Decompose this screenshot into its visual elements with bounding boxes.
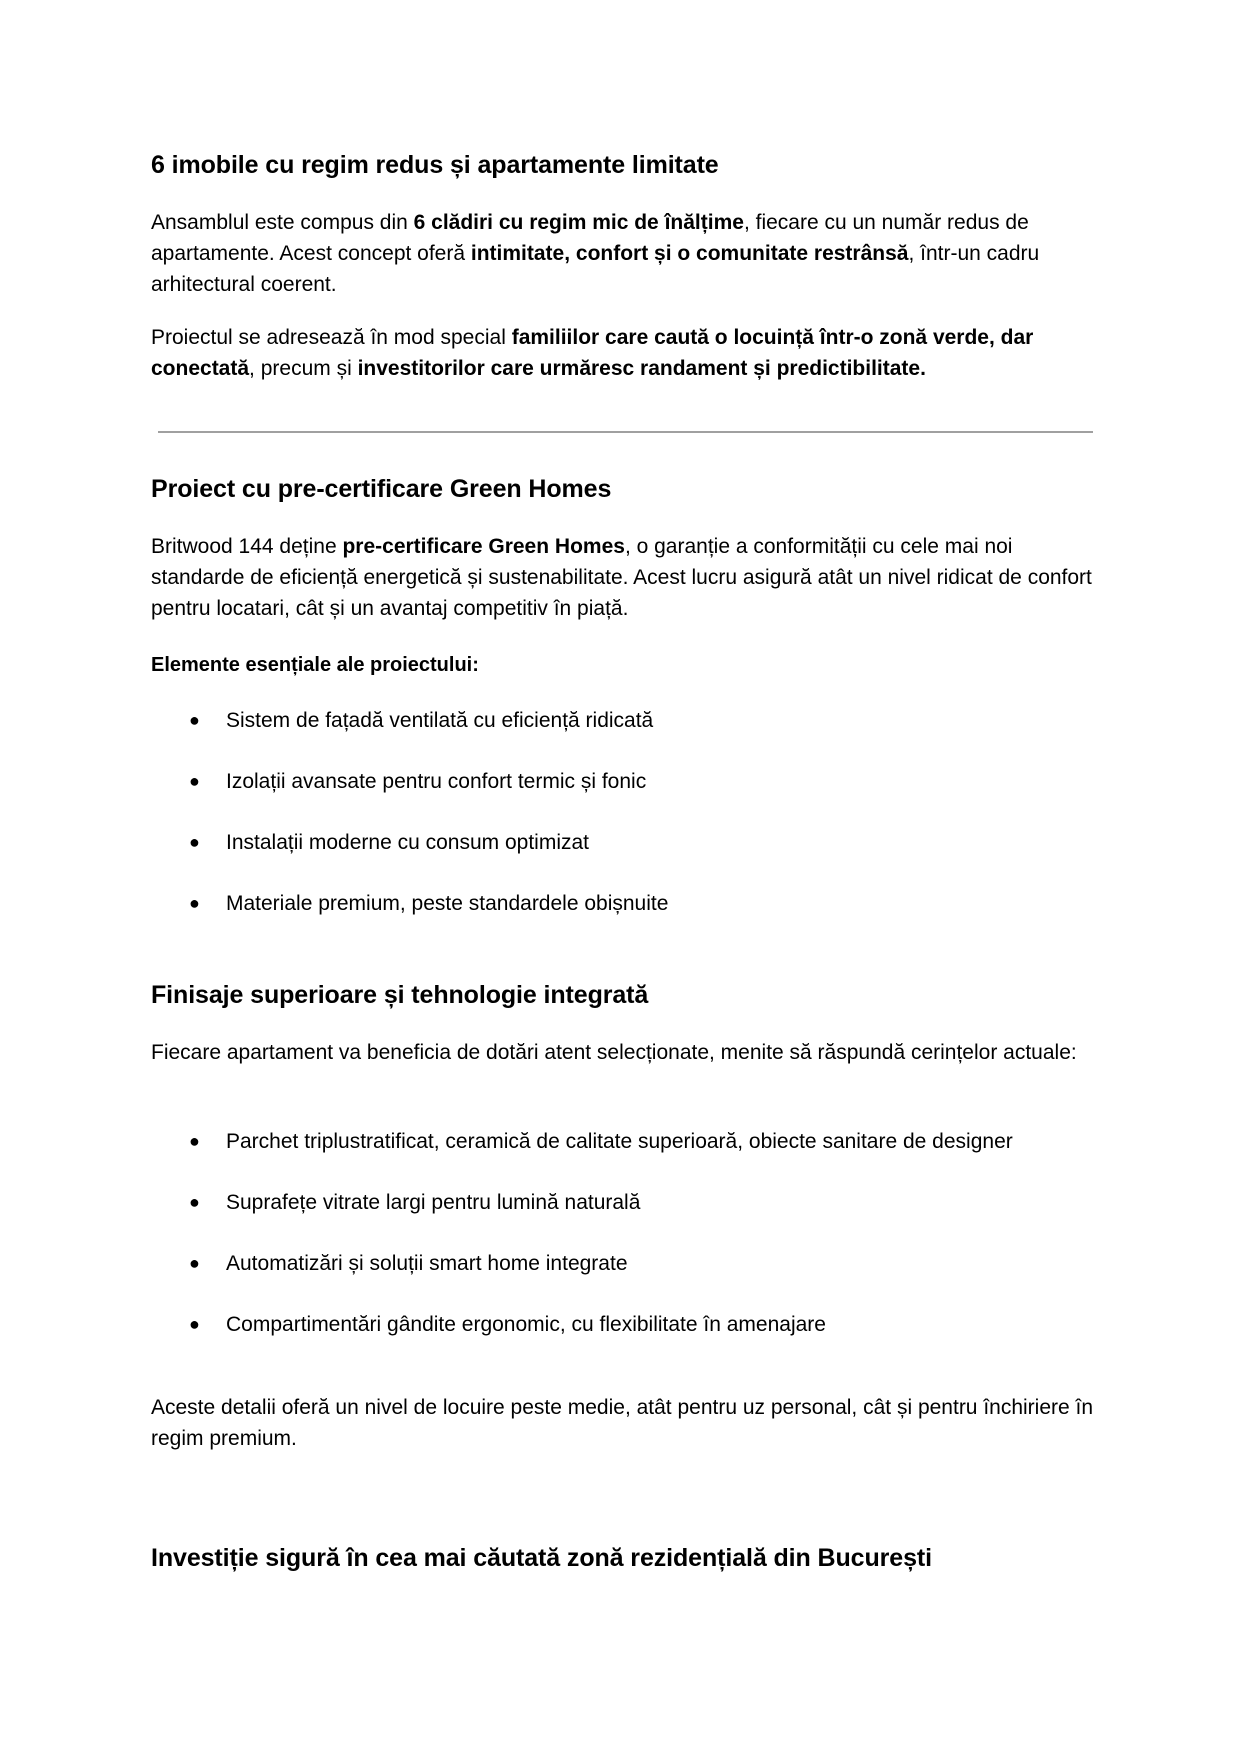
- list-item: ● Parchet triplustratificat, ceramică de calitate superioară, obiecte sanitare de designer: [151, 1126, 1106, 1187]
- list-item: ● Izolații avansate pentru confort termic și fonic: [151, 766, 1106, 827]
- list-item: ● Suprafețe vitrate largi pentru lumină naturală: [151, 1187, 1106, 1248]
- section-small-buildings: [151, 149, 1106, 181]
- bullet-icon: ●: [189, 771, 200, 791]
- ensemble-paragraph: Ansamblul este compus din 6 clădiri cu regim mic de înălțime, fiecare cu un număr redus de apartamente. Acest concept oferă intimitate, confort și o comunitate restrânsă, într-un cadru arhitectural coerent.: [151, 211, 1040, 296]
- bullet-icon: ●: [189, 710, 200, 730]
- bullet-icon: ●: [189, 1131, 200, 1151]
- finishes-outro-paragraph: Aceste detalii oferă un nivel de locuire peste medie, atât pentru uz personal, cât și pentru închiriere în regim premium.: [151, 1396, 1094, 1450]
- section-heading-green-homes: Proiect cu pre-certificare Green Homes: [151, 475, 612, 503]
- finishes-list: [151, 1126, 1106, 1370]
- bullet-icon: ●: [189, 832, 200, 852]
- project-elements-subheading-wrap: [151, 651, 1106, 679]
- bullet-icon: ●: [189, 1314, 200, 1334]
- section-finishes: [151, 979, 1106, 1011]
- project-elements-subheading: Elemente esențiale ale proiectului:: [151, 654, 479, 676]
- section-heading-investment: Investiție sigură în cea mai căutată zonă rezidențială din București: [151, 1544, 932, 1572]
- paragraph-audience: [151, 322, 1106, 384]
- list-item: ● Materiale premium, peste standardele obișnuite: [151, 888, 1106, 949]
- bullet-icon: ●: [189, 893, 200, 913]
- paragraph-ensemble: [151, 207, 1106, 300]
- bullet-icon: ●: [189, 1253, 200, 1273]
- section-green-homes: [151, 473, 1106, 505]
- section-investment: [151, 1542, 1106, 1574]
- paragraph-finishes-intro: [151, 1037, 1106, 1068]
- list-item: ● Sistem de fațadă ventilată cu eficiență ridicată: [151, 705, 1106, 766]
- horizontal-divider: [158, 431, 1093, 433]
- section-heading-buildings: 6 imobile cu regim redus și apartamente limitate: [151, 151, 719, 179]
- project-elements-list: [151, 705, 1106, 949]
- list-item: ● Automatizări și soluții smart home integrate: [151, 1248, 1106, 1309]
- bullet-icon: ●: [189, 1192, 200, 1212]
- paragraph-finishes-outro: [151, 1392, 1106, 1454]
- section-heading-finishes: Finisaje superioare și tehnologie integrată: [151, 981, 649, 1009]
- green-homes-paragraph: Britwood 144 deține pre-certificare Green Homes, o garanție a conformității cu cele mai noi standarde de eficiență energetică și sustenabilitate. Acest lucru asigură atât un nivel ridicat de confort pentru locatari, cât și un avantaj competitiv în piață.: [151, 535, 1092, 620]
- paragraph-green-homes: [151, 531, 1106, 624]
- finishes-intro-paragraph: Fiecare apartament va beneficia de dotări atent selecționate, menite să răspundă cerințelor actuale:: [151, 1041, 1077, 1064]
- list-item: ● Instalații moderne cu consum optimizat: [151, 827, 1106, 888]
- audience-paragraph: Proiectul se adresează în mod special familiilor care caută o locuință într-o zonă verde, dar conectată, precum și investitorilor care urmăresc randament și predictibilitate.: [151, 326, 1034, 380]
- list-item: ● Compartimentări gândite ergonomic, cu flexibilitate în amenajare: [151, 1309, 1106, 1370]
